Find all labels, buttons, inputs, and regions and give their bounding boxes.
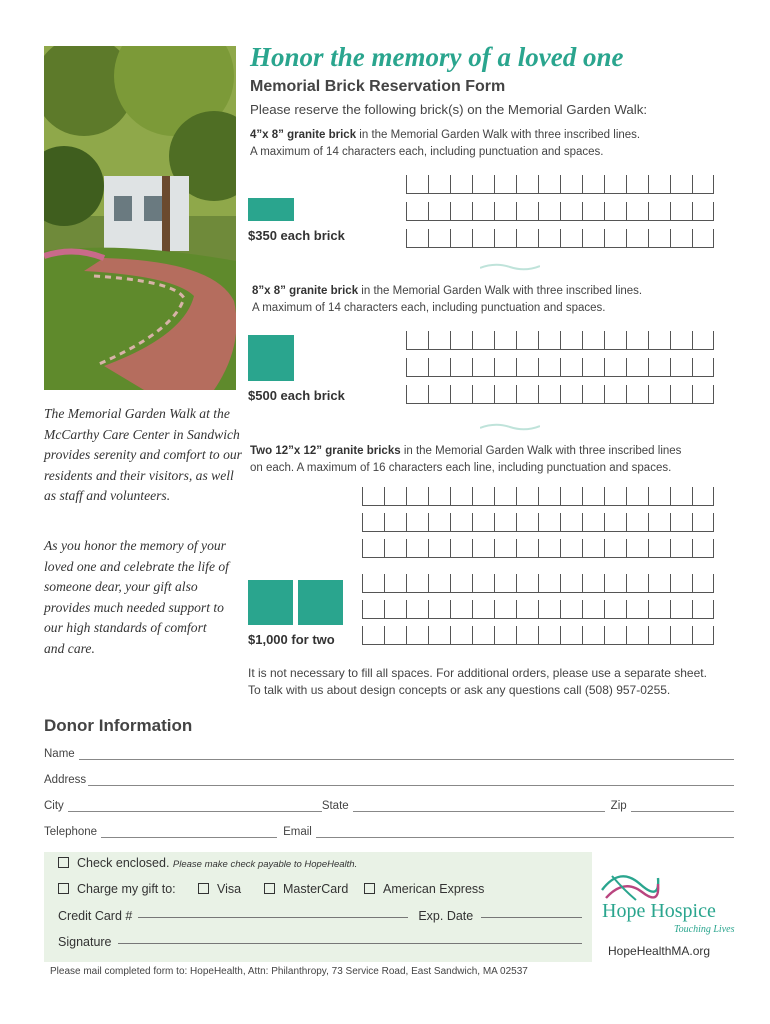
character-cell[interactable] bbox=[384, 539, 406, 558]
character-cell[interactable] bbox=[494, 487, 516, 506]
character-cell[interactable] bbox=[560, 358, 582, 377]
brick-swatch-large-2 bbox=[298, 580, 343, 625]
brick-swatch-small bbox=[248, 198, 294, 221]
character-cell[interactable] bbox=[472, 487, 494, 506]
amex-option[interactable]: American Express bbox=[364, 882, 484, 896]
character-cell[interactable] bbox=[538, 487, 560, 506]
brick-swatch-square bbox=[248, 335, 294, 381]
name-row bbox=[44, 748, 734, 760]
character-cell[interactable] bbox=[406, 331, 428, 350]
character-cell[interactable] bbox=[406, 574, 428, 593]
character-cell[interactable] bbox=[604, 331, 626, 350]
character-cell[interactable] bbox=[648, 358, 670, 377]
character-cell[interactable] bbox=[516, 229, 538, 248]
character-cell[interactable] bbox=[582, 229, 604, 248]
character-cell[interactable] bbox=[494, 202, 516, 221]
character-cell[interactable] bbox=[626, 574, 648, 593]
character-cell[interactable] bbox=[428, 175, 450, 194]
character-cell[interactable] bbox=[538, 175, 560, 194]
instructions: It is not necessary to fill all spaces. For additional orders, please use a separate sheet. To talk with us about design concepts or ask any questions call (508) 957-0255. bbox=[248, 666, 707, 697]
character-cell[interactable] bbox=[428, 513, 450, 532]
character-cell[interactable] bbox=[626, 331, 648, 350]
character-cell[interactable] bbox=[428, 385, 450, 404]
inscription-grid-3a[interactable] bbox=[362, 487, 714, 558]
character-cell[interactable] bbox=[472, 229, 494, 248]
character-cell[interactable] bbox=[648, 202, 670, 221]
character-cell[interactable] bbox=[428, 626, 450, 645]
signature-field[interactable] bbox=[118, 943, 582, 944]
grid-line[interactable] bbox=[362, 539, 714, 558]
character-cell[interactable] bbox=[648, 574, 670, 593]
hope-hospice-logo-icon bbox=[600, 870, 660, 904]
character-cell[interactable] bbox=[670, 358, 692, 377]
telephone-field[interactable] bbox=[101, 826, 277, 838]
character-cell[interactable] bbox=[582, 385, 604, 404]
character-cell[interactable] bbox=[626, 358, 648, 377]
character-cell[interactable] bbox=[494, 229, 516, 248]
signature-label: Signature bbox=[58, 935, 112, 949]
garden-photo bbox=[44, 46, 236, 390]
character-cell[interactable] bbox=[428, 574, 450, 593]
character-cell[interactable] bbox=[538, 574, 560, 593]
character-cell[interactable] bbox=[670, 513, 692, 532]
character-cell[interactable] bbox=[692, 513, 714, 532]
character-cell[interactable] bbox=[538, 626, 560, 645]
character-cell[interactable] bbox=[604, 574, 626, 593]
character-cell[interactable] bbox=[626, 202, 648, 221]
zip-label: Zip bbox=[610, 800, 627, 812]
check-enclosed-checkbox[interactable] bbox=[58, 857, 69, 868]
donor-section-title: Donor Information bbox=[44, 716, 193, 735]
charge-checkbox[interactable] bbox=[58, 883, 69, 894]
character-cell[interactable] bbox=[604, 358, 626, 377]
character-cell[interactable] bbox=[604, 626, 626, 645]
character-cell[interactable] bbox=[450, 202, 472, 221]
zip-field[interactable] bbox=[631, 800, 734, 812]
city-label: City bbox=[44, 800, 64, 812]
character-cell[interactable] bbox=[428, 487, 450, 506]
character-cell[interactable] bbox=[516, 600, 538, 619]
option-3-description: Two 12”x 12” granite bricks in the Memorial Garden Walk with three inscribed lines on each. A maximum of 16 characters each line, including punctuation and spaces. bbox=[250, 445, 682, 474]
character-cell[interactable] bbox=[384, 600, 406, 619]
gift-caption: As you honor the memory of your loved one and celebrate the life of someone dear, your gift also provides much needed support to our high standards of comfort and care. bbox=[44, 538, 229, 656]
mastercard-option[interactable]: MasterCard bbox=[264, 882, 348, 896]
character-cell[interactable] bbox=[604, 513, 626, 532]
character-cell[interactable] bbox=[494, 539, 516, 558]
form-title: Memorial Brick Reservation Form bbox=[250, 78, 506, 95]
option-1-description: 4”x 8” granite brick in the Memorial Garden Walk with three inscribed lines. A maximum of 14 characters each, including punctuation and spaces. bbox=[250, 129, 641, 158]
character-cell[interactable] bbox=[604, 385, 626, 404]
telephone-row bbox=[44, 826, 734, 838]
character-cell[interactable] bbox=[494, 600, 516, 619]
character-cell[interactable] bbox=[406, 202, 428, 221]
character-cell[interactable] bbox=[516, 539, 538, 558]
character-cell[interactable] bbox=[384, 513, 406, 532]
character-cell[interactable] bbox=[626, 385, 648, 404]
character-cell[interactable] bbox=[626, 600, 648, 619]
character-cell[interactable] bbox=[406, 385, 428, 404]
character-cell[interactable] bbox=[692, 600, 714, 619]
state-field[interactable] bbox=[353, 800, 605, 812]
character-cell[interactable] bbox=[560, 385, 582, 404]
intro-text: Please reserve the following brick(s) on the Memorial Garden Walk: bbox=[250, 102, 648, 117]
character-cell[interactable] bbox=[516, 385, 538, 404]
character-cell[interactable] bbox=[692, 331, 714, 350]
character-cell[interactable] bbox=[582, 175, 604, 194]
character-cell[interactable] bbox=[516, 513, 538, 532]
name-label: Name bbox=[44, 748, 75, 760]
character-cell[interactable] bbox=[472, 358, 494, 377]
character-cell[interactable] bbox=[384, 626, 406, 645]
visa-checkbox[interactable] bbox=[198, 883, 209, 894]
character-cell[interactable] bbox=[560, 513, 582, 532]
character-cell[interactable] bbox=[406, 539, 428, 558]
city-row bbox=[44, 800, 734, 812]
character-cell[interactable] bbox=[362, 539, 384, 558]
exp-date-field[interactable] bbox=[481, 917, 582, 918]
grid-line[interactable] bbox=[406, 229, 714, 248]
grid-line[interactable] bbox=[406, 175, 714, 194]
address-label: Address bbox=[44, 774, 87, 786]
character-cell[interactable] bbox=[692, 574, 714, 593]
mail-instructions: Please mail completed form to: HopeHealth, Attn: Philanthropy, 73 Service Road, East Sandwich, MA 02537 bbox=[50, 966, 528, 977]
character-cell[interactable] bbox=[406, 358, 428, 377]
character-cell[interactable] bbox=[538, 331, 560, 350]
character-cell[interactable] bbox=[362, 600, 384, 619]
character-cell[interactable] bbox=[538, 358, 560, 377]
credit-card-label: Credit Card # bbox=[58, 909, 133, 923]
character-cell[interactable] bbox=[384, 487, 406, 506]
character-cell[interactable] bbox=[582, 539, 604, 558]
character-cell[interactable] bbox=[538, 513, 560, 532]
option-1-price: $350 each brick bbox=[248, 228, 345, 243]
character-cell[interactable] bbox=[450, 600, 472, 619]
character-cell[interactable] bbox=[670, 574, 692, 593]
character-cell[interactable] bbox=[692, 487, 714, 506]
grid-line[interactable] bbox=[362, 574, 714, 593]
character-cell[interactable] bbox=[494, 358, 516, 377]
character-cell[interactable] bbox=[648, 600, 670, 619]
character-cell[interactable] bbox=[582, 626, 604, 645]
logo-tagline: Touching Lives bbox=[674, 924, 735, 935]
character-cell[interactable] bbox=[648, 513, 670, 532]
character-cell[interactable] bbox=[516, 626, 538, 645]
character-cell[interactable] bbox=[428, 331, 450, 350]
character-cell[interactable] bbox=[670, 202, 692, 221]
character-cell[interactable] bbox=[604, 202, 626, 221]
state-label: State bbox=[321, 800, 349, 812]
character-cell[interactable] bbox=[516, 487, 538, 506]
character-cell[interactable] bbox=[692, 175, 714, 194]
character-cell[interactable] bbox=[648, 487, 670, 506]
character-cell[interactable] bbox=[582, 487, 604, 506]
character-cell[interactable] bbox=[494, 331, 516, 350]
character-cell[interactable] bbox=[450, 175, 472, 194]
website-link[interactable]: HopeHealthMA.org bbox=[608, 944, 711, 958]
option-3-price: $1,000 for two bbox=[248, 632, 335, 647]
character-cell[interactable] bbox=[450, 626, 472, 645]
option-2-description: 8”x 8” granite brick in the Memorial Garden Walk with three inscribed lines. A maximum of 14 characters each, including punctuation and spaces. bbox=[252, 285, 643, 314]
wave-divider-icon bbox=[480, 262, 540, 272]
character-cell[interactable] bbox=[494, 513, 516, 532]
character-cell[interactable] bbox=[670, 229, 692, 248]
character-cell[interactable] bbox=[516, 358, 538, 377]
address-field[interactable] bbox=[88, 774, 734, 786]
character-cell[interactable] bbox=[560, 600, 582, 619]
character-cell[interactable] bbox=[560, 175, 582, 194]
character-cell[interactable] bbox=[604, 600, 626, 619]
city-field[interactable] bbox=[68, 800, 322, 812]
character-cell[interactable] bbox=[648, 626, 670, 645]
character-cell[interactable] bbox=[472, 202, 494, 221]
wave-divider-icon bbox=[480, 422, 540, 432]
character-cell[interactable] bbox=[450, 574, 472, 593]
character-cell[interactable] bbox=[670, 539, 692, 558]
inscription-grid-2[interactable] bbox=[406, 331, 714, 404]
exp-date-label: Exp. Date bbox=[418, 909, 474, 923]
character-cell[interactable] bbox=[450, 487, 472, 506]
character-cell[interactable] bbox=[362, 626, 384, 645]
character-cell[interactable] bbox=[582, 202, 604, 221]
character-cell[interactable] bbox=[362, 487, 384, 506]
character-cell[interactable] bbox=[692, 358, 714, 377]
character-cell[interactable] bbox=[428, 539, 450, 558]
character-cell[interactable] bbox=[472, 626, 494, 645]
character-cell[interactable] bbox=[538, 385, 560, 404]
grid-line[interactable] bbox=[362, 600, 714, 619]
character-cell[interactable] bbox=[428, 358, 450, 377]
telephone-label: Telephone bbox=[44, 826, 98, 838]
character-cell[interactable] bbox=[626, 513, 648, 532]
character-cell[interactable] bbox=[648, 331, 670, 350]
character-cell[interactable] bbox=[450, 331, 472, 350]
character-cell[interactable] bbox=[582, 513, 604, 532]
character-cell[interactable] bbox=[670, 385, 692, 404]
character-cell[interactable] bbox=[428, 229, 450, 248]
character-cell[interactable] bbox=[582, 574, 604, 593]
character-cell[interactable] bbox=[406, 600, 428, 619]
character-cell[interactable] bbox=[626, 229, 648, 248]
visa-option[interactable]: Visa bbox=[198, 882, 241, 896]
character-cell[interactable] bbox=[494, 175, 516, 194]
character-cell[interactable] bbox=[428, 600, 450, 619]
name-field[interactable] bbox=[79, 748, 734, 760]
character-cell[interactable] bbox=[406, 229, 428, 248]
character-cell[interactable] bbox=[604, 539, 626, 558]
character-cell[interactable] bbox=[428, 202, 450, 221]
character-cell[interactable] bbox=[472, 175, 494, 194]
grid-line[interactable] bbox=[406, 385, 714, 404]
grid-line[interactable] bbox=[362, 626, 714, 645]
character-cell[interactable] bbox=[516, 331, 538, 350]
character-cell[interactable] bbox=[626, 175, 648, 194]
inscription-grid-3b[interactable] bbox=[362, 574, 714, 645]
character-cell[interactable] bbox=[648, 385, 670, 404]
character-cell[interactable] bbox=[670, 331, 692, 350]
character-cell[interactable] bbox=[516, 175, 538, 194]
character-cell[interactable] bbox=[472, 539, 494, 558]
character-cell[interactable] bbox=[560, 626, 582, 645]
character-cell[interactable] bbox=[670, 600, 692, 619]
character-cell[interactable] bbox=[692, 229, 714, 248]
character-cell[interactable] bbox=[450, 513, 472, 532]
character-cell[interactable] bbox=[472, 385, 494, 404]
check-row: Check enclosed. Please make check payable to HopeHealth. bbox=[58, 856, 357, 870]
grid-line[interactable] bbox=[362, 487, 714, 506]
character-cell[interactable] bbox=[604, 175, 626, 194]
brick-swatch-large-1 bbox=[248, 580, 293, 625]
character-cell[interactable] bbox=[406, 626, 428, 645]
grid-line[interactable] bbox=[406, 331, 714, 350]
character-cell[interactable] bbox=[582, 358, 604, 377]
option-2-price: $500 each brick bbox=[248, 388, 345, 403]
character-cell[interactable] bbox=[362, 513, 384, 532]
character-cell[interactable] bbox=[450, 385, 472, 404]
character-cell[interactable] bbox=[406, 513, 428, 532]
character-cell[interactable] bbox=[626, 539, 648, 558]
headline: Honor the memory of a loved one bbox=[250, 42, 624, 72]
character-cell[interactable] bbox=[538, 229, 560, 248]
character-cell[interactable] bbox=[648, 175, 670, 194]
character-cell[interactable] bbox=[516, 574, 538, 593]
character-cell[interactable] bbox=[472, 331, 494, 350]
character-cell[interactable] bbox=[384, 574, 406, 593]
character-cell[interactable] bbox=[516, 202, 538, 221]
email-label: Email bbox=[283, 826, 312, 838]
character-cell[interactable] bbox=[560, 574, 582, 593]
character-cell[interactable] bbox=[406, 175, 428, 194]
character-cell[interactable] bbox=[692, 626, 714, 645]
character-cell[interactable] bbox=[494, 574, 516, 593]
character-cell[interactable] bbox=[494, 626, 516, 645]
option-3-size: Two 12”x 12” granite bricks bbox=[250, 445, 401, 457]
character-cell[interactable] bbox=[560, 202, 582, 221]
garden-caption: The Memorial Garden Walk at the McCarthy Care Center in Sandwich provides serenity and comfort to our residents and their visitors, as well as staff and volunteers. bbox=[44, 406, 242, 503]
character-cell[interactable] bbox=[450, 229, 472, 248]
character-cell[interactable] bbox=[692, 539, 714, 558]
amex-checkbox[interactable] bbox=[364, 883, 375, 894]
email-field[interactable] bbox=[316, 826, 734, 838]
character-cell[interactable] bbox=[648, 539, 670, 558]
character-cell[interactable] bbox=[670, 175, 692, 194]
character-cell[interactable] bbox=[472, 513, 494, 532]
character-cell[interactable] bbox=[582, 331, 604, 350]
charge-row: Charge my gift to: bbox=[58, 882, 176, 896]
character-cell[interactable] bbox=[626, 626, 648, 645]
card-row bbox=[58, 909, 582, 923]
character-cell[interactable] bbox=[450, 358, 472, 377]
character-cell[interactable] bbox=[362, 574, 384, 593]
character-cell[interactable] bbox=[560, 229, 582, 248]
credit-card-field[interactable] bbox=[138, 917, 408, 918]
character-cell[interactable] bbox=[626, 487, 648, 506]
character-cell[interactable] bbox=[472, 574, 494, 593]
character-cell[interactable] bbox=[560, 539, 582, 558]
character-cell[interactable] bbox=[538, 600, 560, 619]
inscription-grid-1[interactable] bbox=[406, 175, 714, 248]
grid-line[interactable] bbox=[406, 202, 714, 221]
character-cell[interactable] bbox=[692, 202, 714, 221]
character-cell[interactable] bbox=[670, 626, 692, 645]
character-cell[interactable] bbox=[560, 331, 582, 350]
character-cell[interactable] bbox=[494, 385, 516, 404]
character-cell[interactable] bbox=[604, 229, 626, 248]
character-cell[interactable] bbox=[538, 539, 560, 558]
character-cell[interactable] bbox=[648, 229, 670, 248]
option-1-size: 4”x 8” granite brick bbox=[250, 129, 357, 141]
grid-line[interactable] bbox=[362, 513, 714, 532]
grid-line[interactable] bbox=[406, 358, 714, 377]
character-cell[interactable] bbox=[692, 385, 714, 404]
character-cell[interactable] bbox=[472, 600, 494, 619]
option-2-size: 8”x 8” granite brick bbox=[252, 285, 359, 297]
character-cell[interactable] bbox=[582, 600, 604, 619]
logo-name: Hope Hospice bbox=[602, 900, 716, 922]
character-cell[interactable] bbox=[604, 487, 626, 506]
character-cell[interactable] bbox=[538, 202, 560, 221]
signature-row bbox=[58, 935, 582, 949]
character-cell[interactable] bbox=[450, 539, 472, 558]
character-cell[interactable] bbox=[670, 487, 692, 506]
address-row bbox=[44, 774, 734, 786]
mastercard-checkbox[interactable] bbox=[264, 883, 275, 894]
character-cell[interactable] bbox=[406, 487, 428, 506]
character-cell[interactable] bbox=[560, 487, 582, 506]
